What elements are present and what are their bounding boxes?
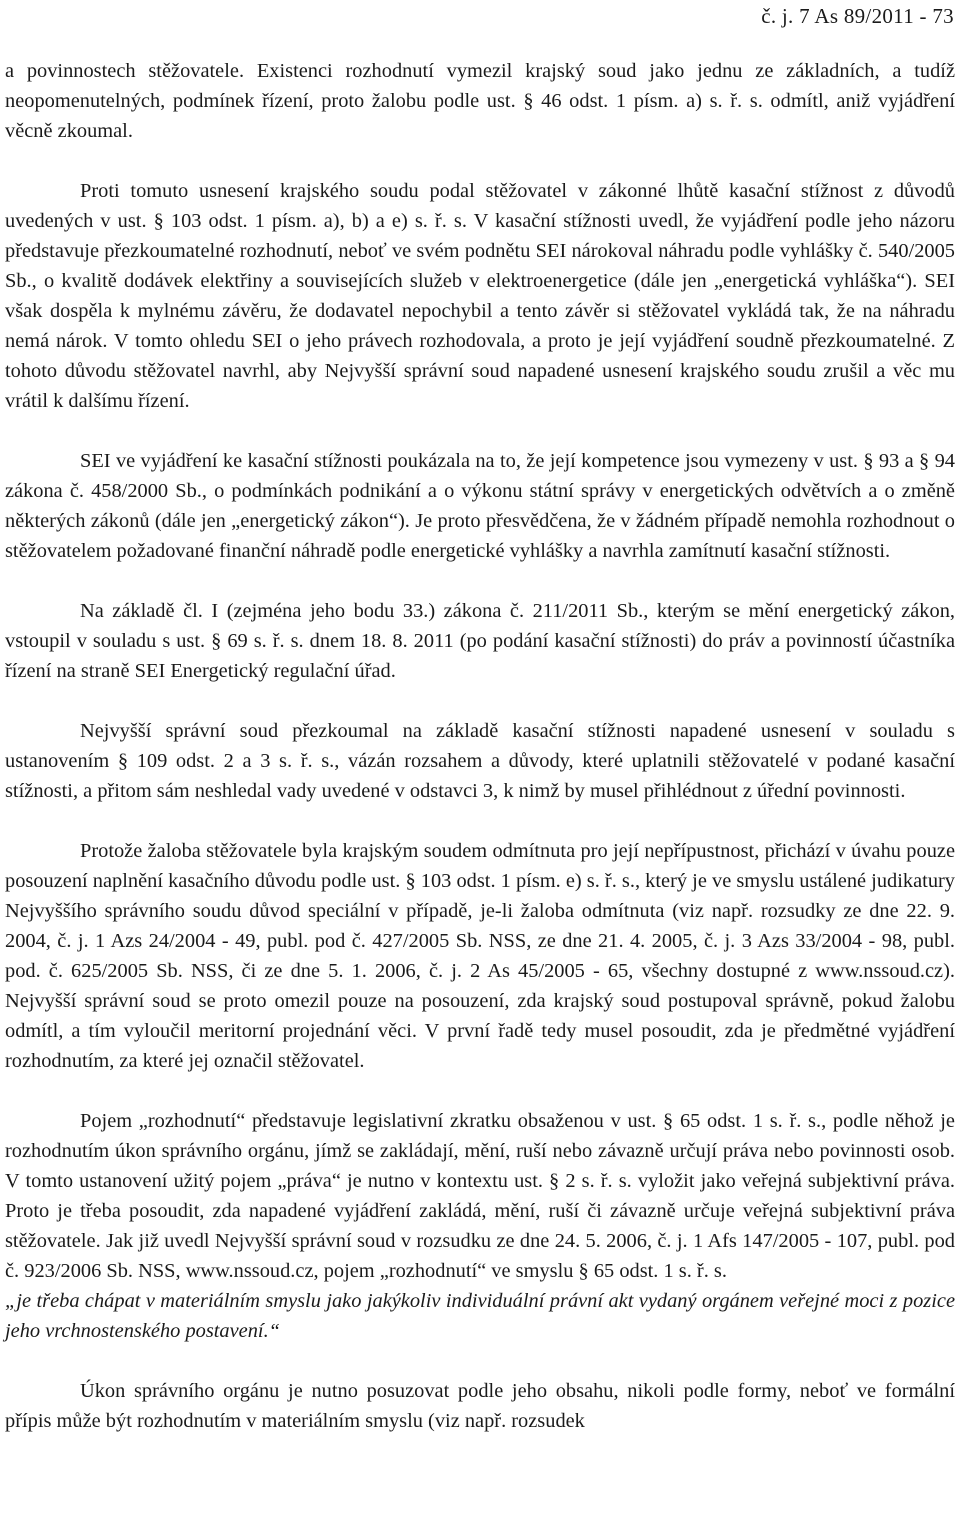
citation-quote: „je třeba chápat v materiálním smyslu jako jakýkoliv individuální právní akt vydaný orgánem veřejné moci z pozice jeho vrchnostenského postavení.“ [5,1290,955,1342]
paragraph-7: Pojem „rozhodnutí“ představuje legislativní zkratku obsaženou v ust. § 65 odst. 1 s. ř. s., podle něhož je rozhodnutím úkon správního orgánu, jímž se zakládají, mění, ruší nebo závazně určují práva nebo povinnosti osob. V tomto ustanovení užitý pojem „práva“ je nutno v kontextu ust. § 2 s. ř. s. vyložit jako veřejná subjektivní práva. Proto je třeba posoudit, zda napadené vyjádření zakládá, mění, ruší či závazně určuje veřejná subjektivní práva stěžovatele. Jak již uvedl Nejvyšší správní soud v rozsudku ze dne 24. 5. 2006, č. j. 1 Afs 147/2005 - 107, publ. pod č. 923/2006 Sb. NSS, www.nssoud.cz, pojem „rozhodnutí“ ve smyslu § 65 odst. 1 s. ř. s. [5,1110,955,1282]
paragraph-3: SEI ve vyjádření ke kasační stížnosti poukázala na to, že její kompetence jsou vymezeny v ust. § 93 a § 94 zákona č. 458/2000 Sb., o podmínkách podnikání a o výkonu státní správy v energetických odvětvích a o změně některých zákonů (dále jen „energetický zákon“). Je proto přesvědčena, že v žádném případě nemohla rozhodnout o stěžovatelem požadované finanční náhradě podle energetické vyhlášky a navrhla zamítnutí kasační stížnosti. [5,450,955,562]
paragraph-1: a povinnostech stěžovatele. Existenci rozhodnutí vymezil krajský soud jako jednu ze základních, a tudíž neopomenutelných, podmínek řízení, proto žalobu podle ust. § 46 odst. 1 písm. a) s. ř. s. odmítl, aniž vyjádření věcně zkoumal. [5,60,955,142]
paragraph-4: Na základě čl. I (zejména jeho bodu 33.) zákona č. 211/2011 Sb., kterým se mění energetický zákon, vstoupil v souladu s ust. § 69 s. ř. s. dnem 18. 8. 2011 (po podání kasační stížnosti) do práv a povinností účastníka řízení na straně SEI Energetický regulační úřad. [5,600,955,682]
document-body [5,56,955,1436]
paragraph-2: Proti tomuto usnesení krajského soudu podal stěžovatel v zákonné lhůtě kasační stížnost z důvodů uvedených v ust. § 103 odst. 1 písm. a), b) a e) s. ř. s. V kasační stížnosti uvedl, že vyjádření podle jeho názoru představuje přezkoumatelné rozhodnutí, neboť ve svém podnětu SEI nárokoval náhradu podle vyhlášky č. 540/2005 Sb., o kvalitě dodávek elektřiny a souvisejících služeb v elektroenergetice (dále jen „energetická vyhláška“). SEI však dospěla k mylnému závěru, že dodavatel nepochybil a tento závěr si stěžovatel vykládá tak, že na náhradu nemá nárok. V tomto ohledu SEI o jeho právech rozhodovala, a proto je její vyjádření soudně přezkoumatelné. Z tohoto důvodu stěžovatel navrhl, aby Nejvyšší správní soud napadené usnesení krajského soudu zrušil a věc mu vrátil k dalšímu řízení. [5,180,955,412]
paragraph-8: Úkon správního orgánu je nutno posuzovat podle jeho obsahu, nikoli podle formy, neboť ve formální přípis může být rozhodnutím v materiálním smyslu (viz např. rozsudek [5,1380,955,1432]
paragraph-5: Nejvyšší správní soud přezkoumal na základě kasační stížnosti napadené usnesení v souladu s ustanovením § 109 odst. 2 a 3 s. ř. s., vázán rozsahem a důvody, které uplatnili stěžovatelé v podané kasační stížnosti, a přitom sám neshledal vady uvedené v odstavci 3, k nimž by musel přihlédnout z úřední povinnosti. [5,720,955,802]
page-number-header: č. j. 7 As 89/2011 - 73 [761,4,954,28]
paragraph-6: Protože žaloba stěžovatele byla krajským soudem odmítnuta pro její nepřípustnost, přichází v úvahu pouze posouzení naplnění kasačního důvodu podle ust. § 103 odst. 1 písm. e) s. ř. s., který je ve smyslu ustálené judikatury Nejvyššího správního soudu důvod speciální v případě, je-li žaloba odmítnuta (viz např. rozsudky ze dne 22. 9. 2004, č. j. 1 Azs 24/2004 - 49, publ. pod č. 427/2005 Sb. NSS, ze dne 21. 4. 2005, č. j. 3 Azs 33/2004 - 98, publ. pod. č. 625/2005 Sb. NSS, či ze dne 5. 1. 2006, č. j. 2 As 45/2005 - 65, všechny dostupné z www.nssoud.cz). Nejvyšší správní soud se proto omezil pouze na posouzení, zda krajský soud postupoval správně, pokud žalobu odmítl, a tím vyloučil meritorní projednání věci. V první řadě tedy musel posoudit, zda je předmětné vyjádření rozhodnutím, za které jej označil stěžovatel. [5,840,955,1072]
